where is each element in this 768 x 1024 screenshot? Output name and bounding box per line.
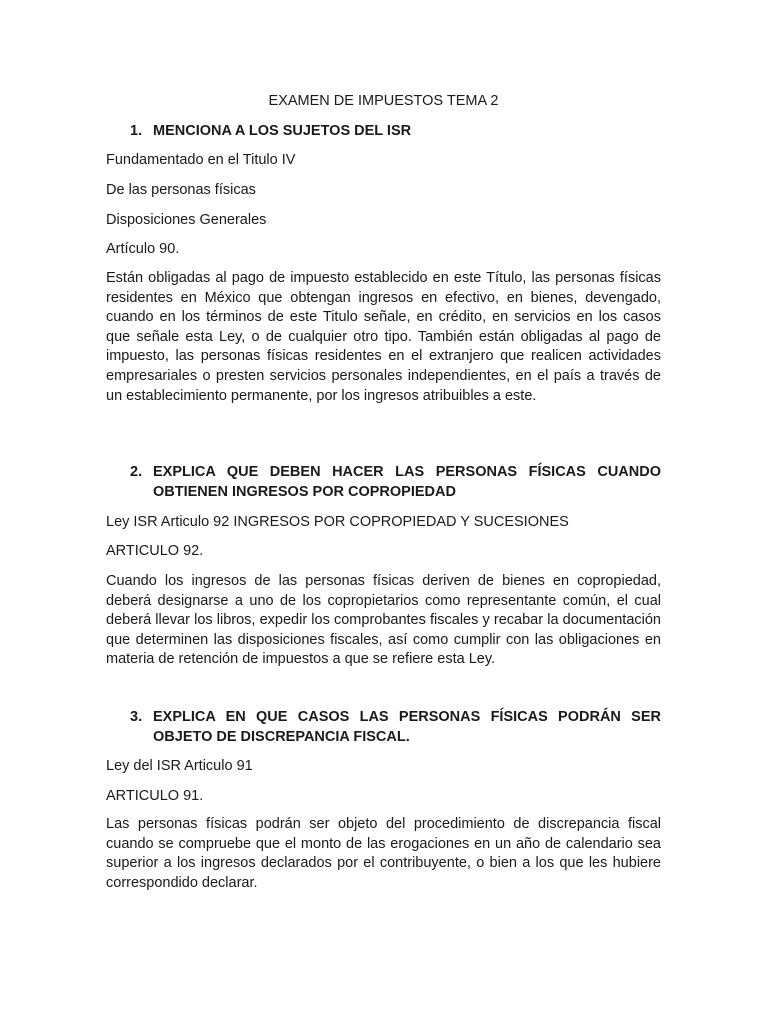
- paragraph: Ley del ISR Articulo 91: [106, 758, 253, 774]
- paragraph: Cuando los ingresos de las personas físicas deriven de bienes en copropiedad, deberá designarse a uno de los copropietarios como representante común, el cual deberá llevar los libros, expedir los comprobantes fiscales y recabar la documentación que determinen las disposiciones fiscales, así como cumplir con las obligaciones en materia de retención de impuestos a que se refiere esta Ley.: [106, 573, 661, 668]
- paragraph: Fundamentado en el Titulo IV: [106, 152, 296, 168]
- question-1: [130, 122, 661, 142]
- paragraph: ARTICULO 91.: [106, 788, 204, 804]
- document-title: EXAMEN DE IMPUESTOS TEMA 2: [268, 93, 499, 109]
- question-number: 1.: [130, 123, 143, 139]
- question-text: EXPLICA QUE DEBEN HACER LAS PERSONAS FÍSICAS CUANDO OBTIENEN INGRESOS POR COPROPIEDAD: [153, 464, 661, 500]
- paragraph: ARTICULO 92.: [106, 543, 204, 559]
- paragraph: Disposiciones Generales: [106, 212, 267, 228]
- question-2: [130, 463, 661, 502]
- document-page: [106, 0, 661, 1024]
- question-number: 3.: [130, 709, 143, 725]
- question-text: MENCIONA A LOS SUJETOS DEL ISR: [153, 123, 412, 139]
- paragraph: Artículo 90.: [106, 241, 180, 257]
- question-text: EXPLICA EN QUE CASOS LAS PERSONAS FÍSICAS PODRÁN SER OBJETO DE DISCREPANCIA FISCAL.: [153, 709, 661, 745]
- question-3: [130, 708, 661, 747]
- paragraph: De las personas físicas: [106, 182, 256, 198]
- paragraph: Están obligadas al pago de impuesto establecido en este Título, las personas físicas residentes en México que obtengan ingresos en efectivo, en bienes, devengado, cuando en los términos de este Titulo señale, en crédito, en servicios en los casos que señale esta Ley, o de cualquier otro tipo. También están obligadas al pago de impuesto, las personas físicas residentes en el extranjero que realicen actividades empresariales o presten servicios personales independientes, en el país a través de un establecimiento permanente, por los ingresos atribuibles a este.: [106, 270, 661, 404]
- question-number: 2.: [130, 464, 143, 480]
- paragraph: Las personas físicas podrán ser objeto del procedimiento de discrepancia fiscal cuando se compruebe que el monto de las erogaciones en un año de calendario sea superior a los ingresos declarados por el contribuyente, o bien a los que les hubiere correspondido declarar.: [106, 816, 661, 891]
- paragraph: Ley ISR Articulo 92 INGRESOS POR COPROPIEDAD Y SUCESIONES: [106, 514, 569, 530]
